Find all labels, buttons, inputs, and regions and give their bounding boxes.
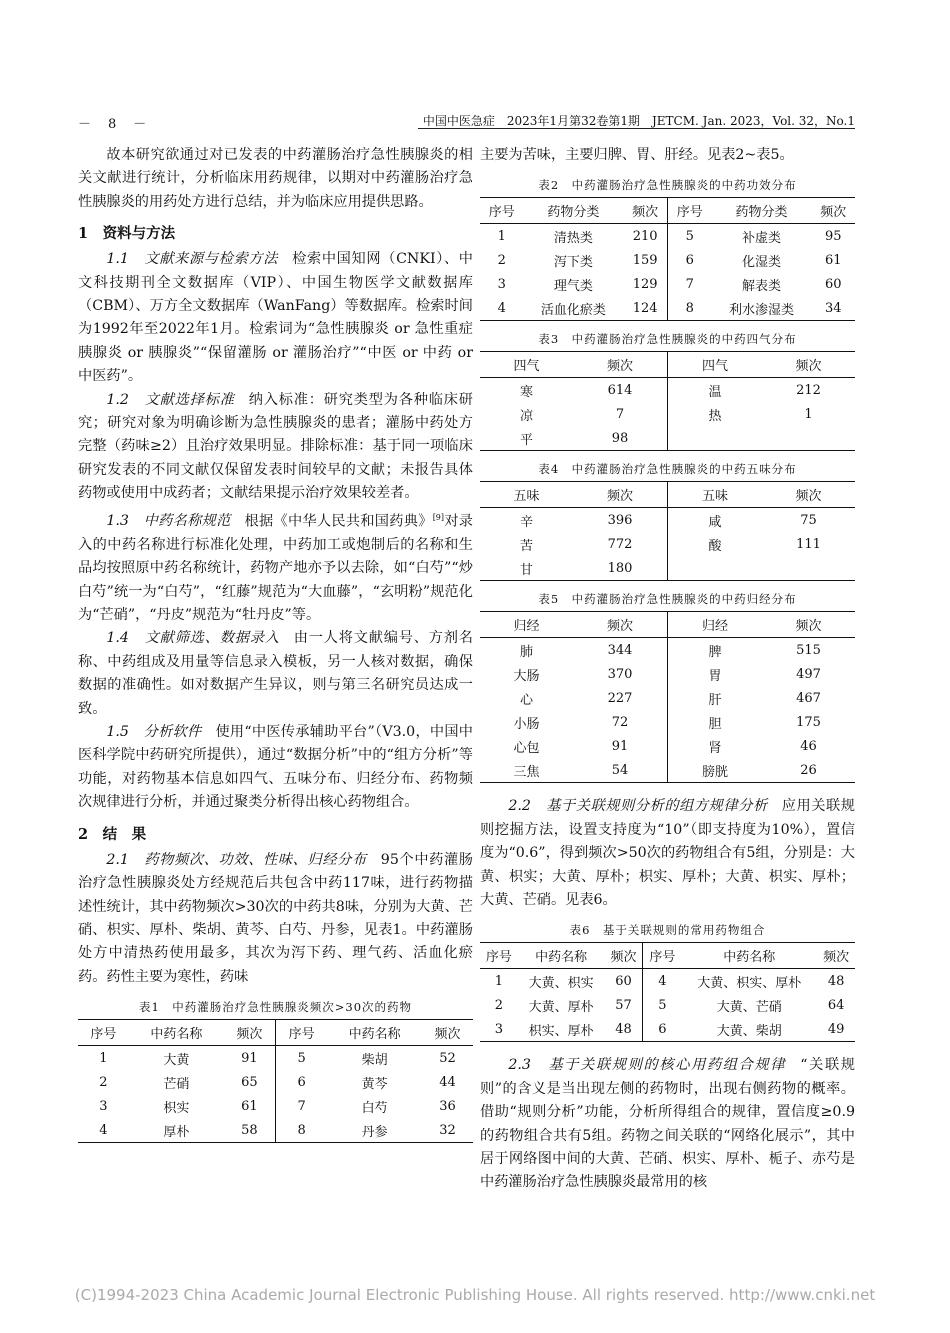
section-1-4: [78, 627, 473, 721]
table-header-cell: 频次: [605, 943, 643, 969]
table-header-cell: 频次: [573, 612, 668, 638]
table-header-cell: 频次: [762, 482, 855, 508]
section-2-1-heading: 2.1 药物频次、功效、性味、归经分布: [106, 851, 367, 868]
table-cell: 辛: [519, 514, 533, 530]
table-header-cell: 归经: [480, 612, 573, 638]
table-cell: 7: [667, 272, 711, 296]
table-cell: 159: [632, 252, 658, 268]
section-1-3-heading: 1.3 中药名称规范: [106, 513, 231, 530]
table-cell: 理气类: [553, 278, 593, 294]
table-cell: 解表类: [742, 278, 782, 294]
table-row: [480, 532, 855, 556]
table-cell: 2: [494, 997, 504, 1013]
table-cell: 370: [607, 666, 633, 682]
table-cell: 芒硝: [163, 1076, 190, 1092]
section-1-5: [78, 721, 473, 815]
section-1-5-text: 使用“中医传承辅助平台”（V3.0，中国中医科学院中药研究所提供），通过“数据分析”中的“组方分析”等功能，对药物基本信息如四气、五味分布、归经分布、药物频次规律进行分析，并通过聚类分析得出核心药物组合。: [78, 724, 473, 811]
table-header-cell: 序号: [643, 943, 681, 969]
section-1-1: [78, 248, 473, 388]
table-4-title: 表4 中药灌肠治疗急性胰腺炎的中药五味分布: [538, 462, 797, 477]
table-cell: 心包: [513, 740, 540, 756]
table-cell: 515: [796, 642, 821, 658]
table-cell: 3: [99, 1098, 108, 1114]
table-cell: 32: [422, 1118, 473, 1143]
table-cell: 52: [439, 1050, 456, 1066]
section-2-1-text: 95个中药灌肠治疗急性胰腺炎处方经规范后共包含中药117味，进行药物描述性统计，其中药物频次>30次的中药共8味，分别为大黄、芒硝、枳实、厚朴、柴胡、黄芩、白芍、丹参，见表1。中药灌肠处方中清热药使用最多，其次为泻下药、理气药、活血化瘀药。药性主要为寒性，药味: [78, 851, 473, 985]
table-cell: 柴胡: [361, 1052, 388, 1068]
table-row: [480, 969, 855, 994]
section-1-2-text: 纳入标准：研究类型为各种临床研究；研究对象为明确诊断为急性胰腺炎的患者；灌肠中药处方完整（药味≥2）且治疗效果明显。排除标准：基于同一项临床研究发表的不同文献仅保留发表时间较早的文献；未报告具体药物或使用中成药者；文献结果提示治疗效果较差者。: [78, 391, 473, 502]
table-cell: 厚朴: [129, 1118, 224, 1143]
table-cell: 8: [275, 1118, 327, 1143]
table-cell: 48: [827, 973, 845, 989]
table-cell: 7: [275, 1094, 327, 1118]
table-row: [78, 1070, 473, 1094]
table-cell: 1: [804, 406, 813, 422]
section-2-heading: 2 结 果: [78, 825, 147, 843]
left-column: [78, 144, 473, 1143]
table-row: [78, 1094, 473, 1118]
table-cell: 61: [241, 1098, 258, 1114]
table-cell: [762, 426, 855, 451]
table-cell: 60: [824, 276, 842, 292]
table-5-title: 表5 中药灌肠治疗急性胰腺炎的中药归经分布: [538, 592, 797, 607]
table-row: [480, 734, 855, 758]
page-number: － 8 －: [78, 117, 149, 132]
table-cell: 111: [796, 536, 821, 552]
table-header-cell: 序号: [667, 198, 711, 224]
table-cell: 黄芩: [361, 1076, 388, 1092]
table-row: [480, 248, 855, 272]
table-cell: 344: [607, 642, 633, 658]
table-row: [480, 402, 855, 426]
table-cell: 57: [615, 997, 632, 1013]
table-header-cell: 频次: [762, 352, 855, 378]
table-cell: 4: [643, 969, 681, 994]
table-cell: 46: [800, 738, 817, 754]
section-1-4-text: 由一人将文献编号、方剂名称、中药组成及用量等信息录入模板，另一人核对数据，确保数据的准确性。如对数据产生异议，则与第三名研究员达成一致。: [78, 630, 473, 717]
table-cell: 咸: [667, 508, 762, 533]
table-cell: [667, 556, 762, 581]
table-cell: 肺: [519, 644, 533, 660]
table-cell: 肾: [667, 734, 762, 758]
table-cell: 4: [480, 296, 523, 321]
table-cell: 98: [573, 426, 668, 451]
table-cell: 58: [224, 1118, 276, 1143]
table-cell: 49: [817, 1017, 855, 1042]
table-header-cell: 频次: [573, 482, 668, 508]
table-cell: 胃: [667, 662, 762, 686]
table-cell: 清热类: [553, 230, 593, 246]
table-cell: 212: [796, 382, 821, 398]
table-header-cell: 序号: [480, 198, 523, 224]
table-2-title: 表2 中药灌肠治疗急性胰腺炎的中药功效分布: [538, 178, 797, 193]
table-cell: 44: [439, 1074, 456, 1090]
table-1-title: 表1 中药灌肠治疗急性胰腺炎频次>30次的药物: [138, 1000, 413, 1015]
table-header-cell: 五味: [667, 482, 762, 508]
table-header-cell: 频次: [224, 1020, 276, 1046]
table-cell: 心: [519, 692, 533, 708]
table-3: [480, 351, 855, 451]
table-header-cell: 频次: [573, 352, 668, 378]
table-cell: 凉: [519, 408, 533, 424]
table-cell: 5: [275, 1046, 327, 1071]
table-cell: 65: [241, 1074, 258, 1090]
table-cell: 124: [623, 296, 667, 321]
section-1-1-heading: 1.1 文献来源与检索方法: [106, 251, 279, 268]
section-1-3-text-b: 对录入的中药名称进行标准化处理，中药加工或炮制后的名称和生品均按照原中药名称统计，药物产地亦予以去除，如“白芍”“炒白芍”统一为“白芍”，“红藤”规范为“大血藤”，“玄明粉”规范化为“芒硝”，“丹皮”规范为“牡丹皮”等。: [78, 513, 473, 624]
table-cell: 利水渗湿类: [712, 296, 812, 321]
table-cell: 4: [78, 1118, 129, 1143]
table-cell: 2: [99, 1074, 108, 1090]
table-cell: 6: [643, 1017, 681, 1042]
table-cell: 2: [497, 252, 506, 268]
table-row: [480, 758, 855, 783]
intro-paragraph: 故本研究欲通过对已发表的中药灌肠治疗急性胰腺炎的相关文献进行统计，分析临床用药规律，以期对中药灌肠治疗急性胰腺炎的用药处方进行总结，并为临床应用提供思路。: [78, 147, 473, 210]
table-cell: 8: [667, 296, 711, 321]
table-cell: 大黄、柴胡: [681, 1017, 817, 1042]
table-header-cell: 中药名称: [518, 943, 605, 969]
table-cell: 大肠: [513, 668, 540, 684]
table-cell: 48: [605, 1017, 643, 1042]
table-1: [78, 1019, 473, 1143]
table-cell: 396: [607, 512, 633, 528]
table-cell: 64: [827, 997, 845, 1013]
table-cell: 寒: [519, 384, 533, 400]
table-header-cell: 归经: [667, 612, 762, 638]
table-cell: 210: [632, 228, 658, 244]
table-row: [480, 710, 855, 734]
table-2: [480, 197, 855, 321]
table-row: [480, 686, 855, 710]
table-row: [480, 993, 855, 1017]
table-cell: 61: [824, 252, 842, 268]
section-1-3-text-a: 根据《中华人民共和国药典》: [244, 513, 433, 530]
table-5: [480, 611, 855, 783]
table-cell: 补虚类: [742, 230, 782, 246]
table-cell: 772: [607, 536, 633, 552]
table-row: [480, 556, 855, 581]
table-row: [78, 1118, 473, 1143]
table-cell: 酸: [667, 532, 762, 556]
table-cell: 苦: [519, 538, 533, 554]
table-cell: 枳实、厚朴: [518, 1017, 605, 1042]
table-cell: 75: [800, 512, 817, 528]
table-cell: 7: [615, 406, 625, 422]
table-cell: 227: [607, 690, 633, 706]
table-cell: 175: [796, 714, 821, 730]
table-cell: 26: [762, 758, 855, 783]
table-cell: 34: [812, 296, 856, 321]
table-cell: 大黄、厚朴: [528, 999, 594, 1015]
table-header-cell: 频次: [422, 1020, 473, 1046]
table-row: [480, 378, 855, 403]
table-cell: 497: [796, 666, 821, 682]
table-cell: 热: [667, 402, 762, 426]
table-cell: 温: [667, 378, 762, 403]
table-row: [480, 1017, 855, 1042]
table-cell: 467: [796, 690, 821, 706]
table-cell: 91: [241, 1050, 258, 1066]
right-top-paragraph: 主要为苦味，主要归脾、胃、肝经。见表2~表5。: [480, 147, 794, 163]
table-cell: 95: [824, 228, 842, 244]
table-cell: 泻下类: [553, 254, 593, 270]
table-row: [480, 224, 855, 249]
table-cell: 1: [497, 228, 506, 244]
table-header-cell: 中药名称: [129, 1020, 224, 1046]
table-header-cell: 四气: [480, 352, 573, 378]
table-cell: 大黄、枳实: [528, 975, 594, 991]
table-cell: 胆: [667, 710, 762, 734]
section-2-2: [480, 795, 855, 912]
table-4: [480, 481, 855, 581]
table-header-cell: 中药名称: [681, 943, 817, 969]
section-2-3-text: “关联规则”的含义是当出现左侧的药物时，出现右侧药物的概率。借助“规则分析”功能，分析所得组合的规律，置信度≥0.9的药物组合共有5组。药物之间关联的“网络化展示”，其中居于网络图中间的大黄、芒硝、枳实、厚朴、栀子、赤芍是中药灌肠治疗急性胰腺炎最常用的核: [480, 1057, 855, 1191]
table-cell: 小肠: [513, 716, 540, 732]
section-1-heading: 1 资料与方法: [78, 225, 176, 243]
table-cell: [667, 426, 762, 451]
table-cell: 化湿类: [742, 254, 782, 270]
table-cell: 肝: [667, 686, 762, 710]
table-cell: 180: [573, 556, 668, 581]
table-cell: 5: [667, 224, 711, 249]
table-cell: 活血化瘀类: [523, 296, 623, 321]
copyright-footer: (C)1994-2023 China Academic Journal Electronic Publishing House. All rights reserved. http://www.cnki.net: [74, 1286, 876, 1304]
table-row: [480, 508, 855, 533]
table-header-cell: 频次: [623, 198, 667, 224]
journal-header: 中国中医急症 2023年1月第32卷第1期 JETCM. Jan. 2023，Vol. 32，No.1: [422, 114, 855, 128]
table-header-cell: 频次: [812, 198, 856, 224]
table-cell: 大黄、芒硝: [716, 999, 782, 1015]
table-cell: 甘: [480, 556, 573, 581]
table-header-cell: 中药名称: [327, 1020, 422, 1046]
table-cell: 6: [667, 248, 711, 272]
table-row: [480, 296, 855, 321]
section-2-1: [78, 849, 473, 989]
right-column: [480, 144, 855, 1195]
header-rule: [418, 128, 855, 129]
table-6-title: 表6 基于关联规则的常用药物组合: [569, 923, 766, 938]
table-cell: 平: [480, 426, 573, 451]
table-header-cell: 五味: [480, 482, 573, 508]
table-cell: 脾: [667, 638, 762, 663]
table-cell: 129: [632, 276, 658, 292]
table-cell: 54: [573, 758, 668, 783]
section-1-4-heading: 1.4 文献筛选、数据录入: [106, 630, 280, 647]
table-header-cell: 频次: [817, 943, 855, 969]
table-row: [480, 662, 855, 686]
table-header-cell: 序号: [275, 1020, 327, 1046]
table-cell: 36: [439, 1098, 456, 1114]
table-cell: [762, 556, 855, 581]
table-header-cell: 序号: [78, 1020, 129, 1046]
table-cell: 1: [494, 973, 504, 989]
section-1-2-heading: 1.2 文献选择标准: [106, 391, 235, 408]
section-2-3: [480, 1054, 855, 1194]
table-row: [480, 426, 855, 451]
table-row: [78, 1046, 473, 1071]
table-header-cell: 药物分类: [712, 198, 812, 224]
table-cell: 大黄: [163, 1052, 190, 1068]
table-cell: 5: [643, 993, 681, 1017]
table-3-title: 表3 中药灌肠治疗急性胰腺炎的中药四气分布: [538, 332, 797, 347]
table-cell: 大黄、枳实、厚朴: [697, 975, 802, 991]
section-2-2-heading: 2.2 基于关联规则分析的组方规律分析: [508, 798, 768, 815]
table-cell: 1: [99, 1050, 108, 1066]
table-cell: 膀胱: [667, 758, 762, 783]
table-cell: 614: [607, 382, 633, 398]
section-1-1-text: 检索中国知网（CNKI）、中文科技期刊全文数据库（VIP）、中国生物医学文献数据库（CBM）、万方全文数据库（WanFang）等数据库。检索时间为1992年至2022年1月。检索词为“急性胰腺炎 or 急性重症胰腺炎 or 胰腺炎”“保留灌肠 or 灌肠治疗”“中医 or 中药 or 中医药”。: [78, 251, 473, 385]
table-header-cell: 药物分类: [523, 198, 623, 224]
section-2-2-text: 应用关联规则挖掘方法，设置支持度为“10”（即支持度为10%），置信度为“0.6”，得到频次>50次的药物组合有5组，分别是：大黄、枳实；大黄、厚朴；枳实、厚朴；大黄、枳实、厚朴；大黄、芒硝。见表6。: [480, 798, 855, 909]
table-cell: 60: [615, 973, 632, 989]
table-header-cell: 频次: [762, 612, 855, 638]
table-cell: 枳实: [163, 1100, 190, 1116]
table-6: [480, 942, 855, 1042]
table-cell: 三焦: [480, 758, 573, 783]
table-cell: 3: [480, 1017, 518, 1042]
section-2-3-heading: 2.3 基于关联规则的核心用药组合规律: [508, 1057, 787, 1074]
table-header-cell: 四气: [667, 352, 762, 378]
table-cell: 丹参: [327, 1118, 422, 1143]
table-cell: 72: [611, 714, 629, 730]
section-1-3: [78, 506, 473, 628]
section-1-5-heading: 1.5 分析软件: [106, 724, 202, 741]
table-cell: 6: [275, 1070, 327, 1094]
section-1-2: [78, 389, 473, 506]
table-cell: 91: [611, 738, 629, 754]
table-row: [480, 638, 855, 663]
table-row: [480, 272, 855, 296]
citation-ref[interactable]: [9]: [432, 512, 445, 522]
table-header-cell: 序号: [480, 943, 518, 969]
table-cell: 白芍: [361, 1100, 388, 1116]
table-cell: 3: [497, 276, 506, 292]
